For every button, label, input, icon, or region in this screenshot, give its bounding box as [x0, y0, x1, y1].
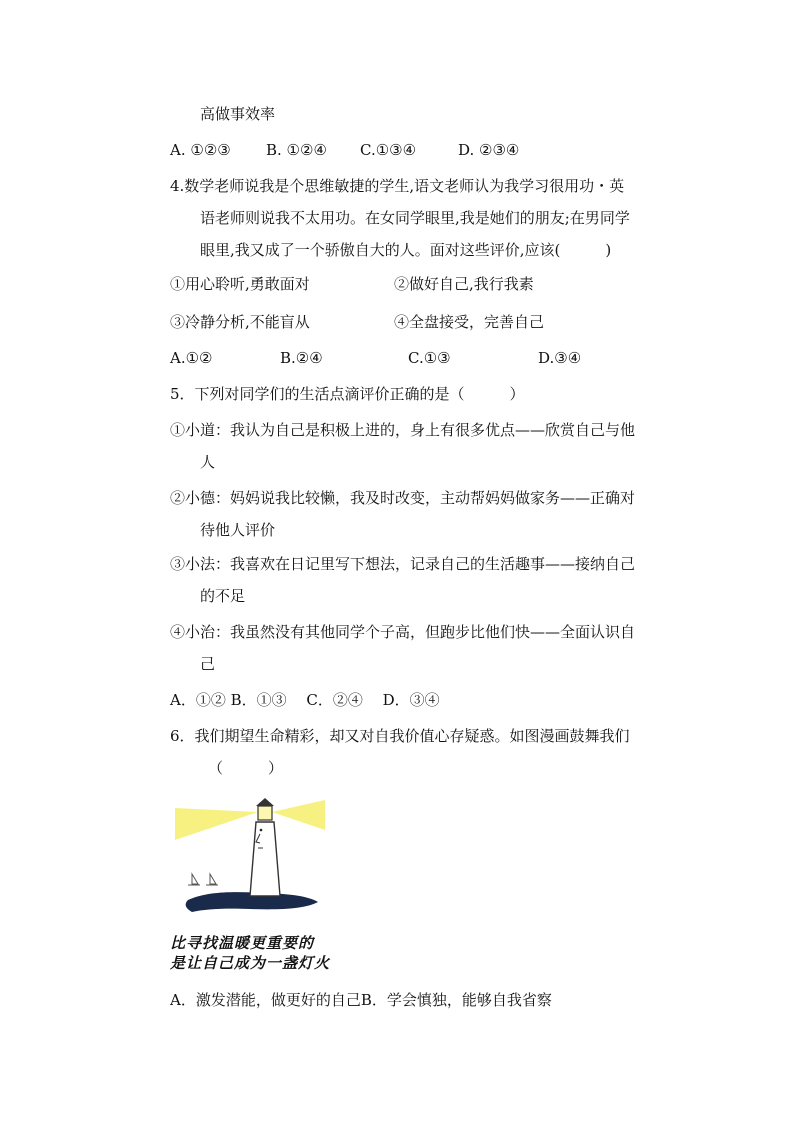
q4-stem-line-1: 4.数学老师说我是个思维敏捷的学生,语文老师认为我学习很用功・英 [170, 177, 625, 195]
cartoon-caption-line-2: 是让自己成为一盏灯火 [170, 954, 331, 972]
q3-options [170, 140, 690, 160]
q4-option-b: B.②④ [280, 349, 323, 367]
q4-stem-line-3: 眼里,我又成了一个骄傲自大的人。面对这些评价,应该( ) [200, 241, 612, 259]
q4-stem-line-2: 语老师则说我不太用功。在女同学眼里,我是她们的朋友;在男同学 [200, 209, 630, 227]
face-eye [260, 829, 263, 832]
q5-stem: 5．下列对同学们的生活点滴评价正确的是（ ） [170, 385, 525, 403]
q4-item-4: ④全盘接受，完善自己 [394, 313, 545, 331]
q5-item-2-line-2: 待他人评价 [200, 521, 276, 539]
q4-option-d: D.③④ [538, 349, 582, 367]
q4-item-1: ①用心聆听,勇敢面对 [170, 275, 310, 293]
q4-option-a: A.①② [170, 349, 213, 367]
light-beam-left [175, 808, 258, 840]
q5-item-2-line-1: ②小德：妈妈说我比较懒，我及时改变，主动帮妈妈做家务——正确对 [170, 489, 636, 507]
q6-stem-line-1: 6．我们期望生命精彩，却又对自我价值心存疑惑。如图漫画鼓舞我们 [170, 727, 630, 745]
q3-option-d: D. ②③④ [458, 141, 520, 159]
q4-option-c: C.①③ [408, 349, 451, 367]
q5-item-1-line-1: ①小道：我认为自己是积极上进的，身上有很多优点——欣赏自己与他 [170, 421, 636, 439]
lighthouse-cartoon [170, 796, 330, 974]
cartoon-caption-line-1: 比寻找温暖更重要的 [170, 934, 315, 952]
q5-item-4-line-1: ④小治：我虽然没有其他同学个子高，但跑步比他们快——全面认识自 [170, 623, 636, 641]
sailboat-1 [188, 874, 200, 885]
sailboat-2 [206, 874, 218, 885]
q5-item-4-line-2: 己 [200, 655, 216, 673]
lighthouse-illustration [170, 796, 330, 926]
q5-options: A．①② B．①③ C．②④ D．③④ [170, 691, 440, 709]
q4-item-2: ②做好自己,我行我素 [394, 275, 534, 293]
lighthouse-lamp [258, 806, 272, 820]
q6-stem-line-2: （ ） [208, 759, 284, 777]
q5-item-3-line-2: 的不足 [200, 587, 246, 605]
q3-option-b: B. ①②④ [266, 141, 327, 159]
q5-item-1-line-2: 人 [200, 453, 216, 471]
q3-option-c: C.①③④ [360, 141, 417, 159]
q5-item-3-line-1: ③小法：我喜欢在日记里写下想法，记录自己的生活趣事——接纳自己 [170, 555, 636, 573]
light-beam-right [272, 800, 325, 830]
continuation-line: 高做事效率 [200, 105, 276, 123]
lighthouse-roof [256, 798, 274, 806]
q4-options [170, 348, 690, 368]
q6-options: A．激发潜能，做更好的自己B．学会慎独，能够自我省察 [170, 991, 552, 1009]
lighthouse-body [250, 822, 280, 896]
q4-item-3: ③冷静分析,不能盲从 [170, 313, 310, 331]
q3-option-a: A. ①②③ [170, 141, 231, 159]
